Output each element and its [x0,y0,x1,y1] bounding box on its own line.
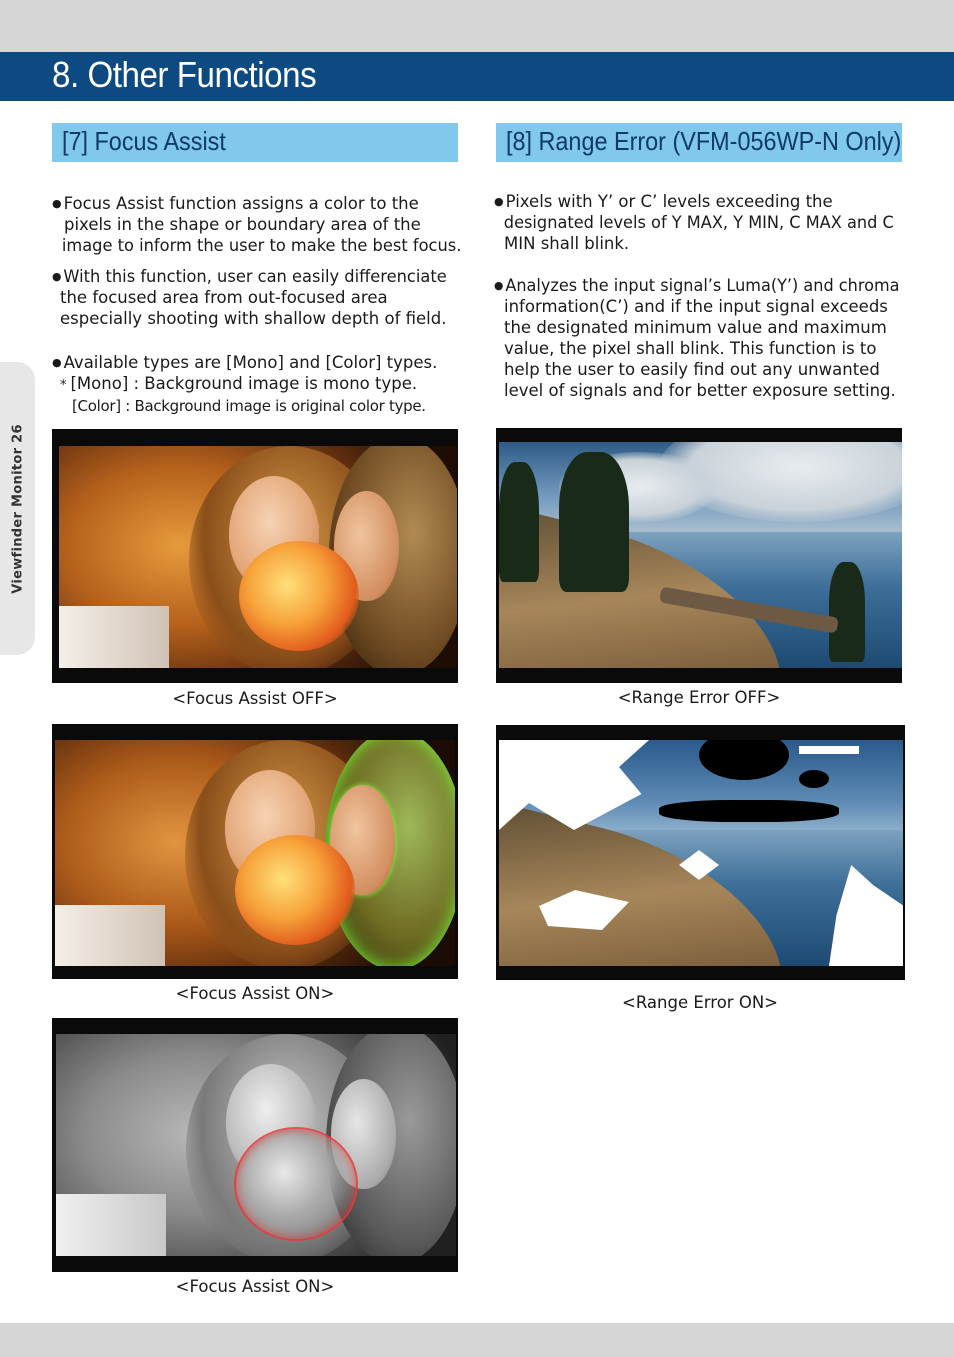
range-error-bullet-1: ● Pixels with Y’ or C’ levels exceeding the designated levels of Y MAX, Y MIN, C MAX and C MIN shall blink. [494,192,894,253]
focus-assist-bullet-3: ● Available types are [Mono] and [Color] types. * [Mono] : Background image is mono type. [Color] : Background image is original color type. [52,353,438,415]
bullet-dot-icon: ● [52,356,62,369]
side-page-tab [0,362,35,655]
focus-assist-bullet-2: ● With this function, user can easily differenciate the focused area from out-focused area especially shooting with shallow depth of field. [52,267,447,328]
chapter-title-bar [0,52,954,101]
focus-assist-off-photo [52,429,458,683]
range-error-off-photo [496,428,902,683]
top-band [0,0,954,52]
range-error-on-caption: <Range Error ON> [622,993,778,1012]
note-asterisk: * [60,378,67,393]
range-error-off-caption: <Range Error OFF> [617,688,781,707]
bullet-dot-icon: ● [52,197,62,210]
bottom-band [0,1323,954,1357]
range-error-heading-bar [496,123,902,162]
bullet-dot-icon: ● [52,270,62,283]
focus-assist-on-mono-caption: <Focus Assist ON> [175,1277,335,1296]
bullet-dot-icon: ● [494,279,504,292]
range-error-bullet-2: ● Analyzes the input signal’s Luma(Y’) and chroma information(C’) and if the input signal exceeds the designated minimum value and maximum value, the pixel shall blink. This function is to help the user to easily find out any unwanted level of signals and for better exposure setting. [494,276,900,400]
focus-assist-bullet-1: ● Focus Assist function assigns a color to the pixels in the shape or boundary area of the image to inform the user to make the best focus. [52,194,462,255]
focus-assist-off-caption: <Focus Assist OFF> [172,689,338,708]
focus-assist-heading: [7] Focus Assist [62,126,226,156]
focus-assist-heading-bar [52,123,458,162]
focus-assist-on-color-photo [52,724,458,979]
chapter-title: 8. Other Functions [52,54,317,95]
focus-assist-on-color-caption: <Focus Assist ON> [175,984,335,1003]
side-page-label: Viewfinder Monitor 26 [10,423,25,594]
range-error-on-photo [496,725,905,980]
range-error-heading: [8] Range Error (VFM-056WP-N Only) [506,126,902,156]
focus-assist-on-mono-photo [52,1018,458,1272]
bullet-dot-icon: ● [494,195,504,208]
